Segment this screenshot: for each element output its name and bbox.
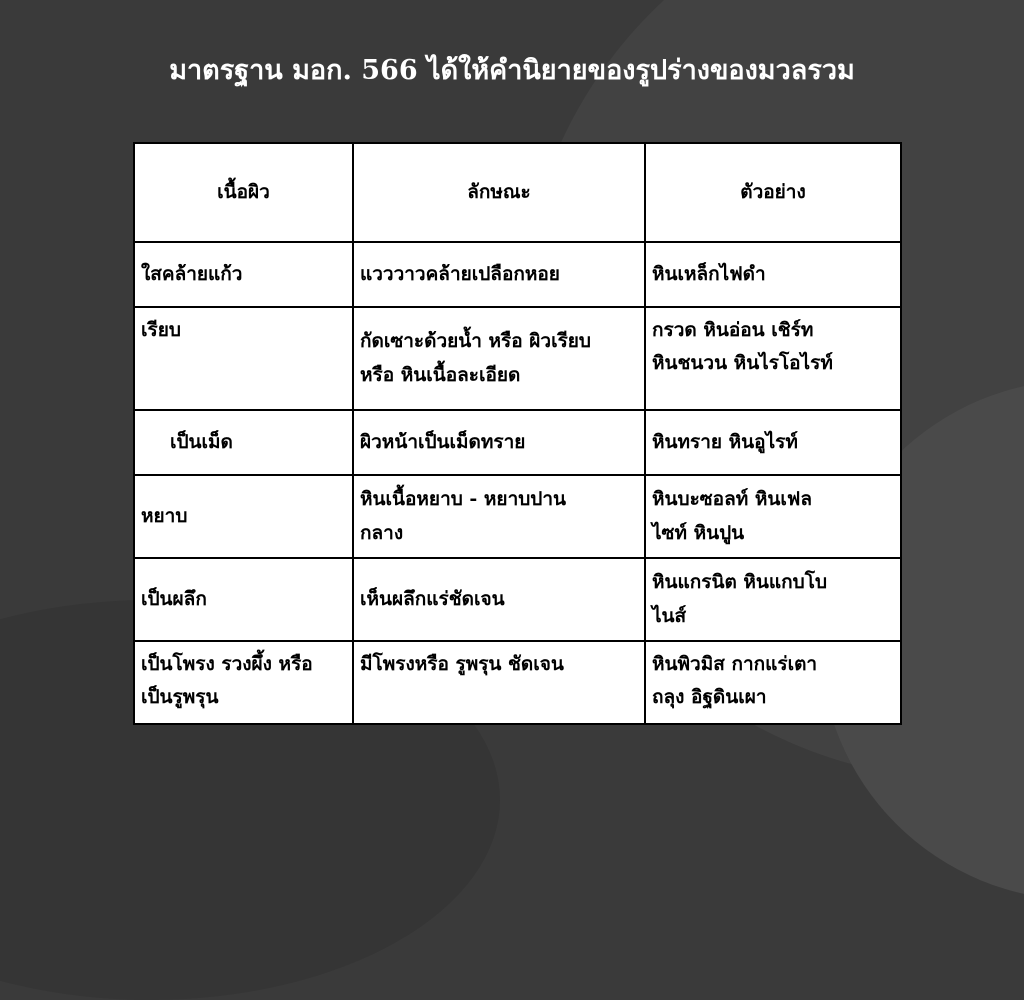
cell-characteristic: กัดเซาะด้วยน้ำ หรือ ผิวเรียบ หรือ หินเนื้อละเอียด — [353, 307, 645, 410]
table-row — [134, 475, 901, 558]
cell-example: หินเหล็กไฟดำ — [645, 242, 901, 307]
cell-characteristic: หินเนื้อหยาบ - หยาบปาน กลาง — [353, 475, 645, 558]
cell-example: กรวด หินอ่อน เชิร์ท หินชนวน หินไรโอไรท์ — [645, 307, 901, 410]
cell-characteristic: เห็นผลึกแร่ชัดเจน — [353, 558, 645, 641]
table-row — [134, 410, 901, 475]
header-example: ตัวอย่าง — [645, 143, 901, 242]
table-row — [134, 558, 901, 641]
cell-example: หินบะซอลท์ หินเฟล ไซท์ หินปูน — [645, 475, 901, 558]
cell-texture: เรียบ — [134, 307, 353, 410]
header-characteristic: ลักษณะ — [353, 143, 645, 242]
cell-characteristic: แวววาวคล้ายเปลือกหอย — [353, 242, 645, 307]
cell-texture: หยาบ — [134, 475, 353, 558]
cell-example: หินพิวมิส กากแร่เตา ถลุง อิฐดินเผา — [645, 641, 901, 724]
texture-table — [133, 142, 902, 725]
cell-example: หินแกรนิต หินแกบโบ ไนส์ — [645, 558, 901, 641]
slide-title: มาตรฐาน มอก. 566 ได้ให้คำนิยายของรูปร่างของมวลรวม — [169, 55, 855, 86]
cell-texture: ใสคล้ายแก้ว — [134, 242, 353, 307]
header-texture: เนื้อผิว — [134, 143, 353, 242]
table-header-row — [134, 143, 901, 242]
cell-characteristic: ผิวหน้าเป็นเม็ดทราย — [353, 410, 645, 475]
cell-texture: เป็นเม็ด — [134, 410, 353, 475]
cell-texture: เป็นผลึก — [134, 558, 353, 641]
cell-characteristic: มีโพรงหรือ รูพรุน ชัดเจน — [353, 641, 645, 724]
table-row — [134, 307, 901, 410]
table-row — [134, 242, 901, 307]
cell-example: หินทราย หินอูไรท์ — [645, 410, 901, 475]
cell-texture: เป็นโพรง รวงผึ้ง หรือ เป็นรูพรุน — [134, 641, 353, 724]
table-row — [134, 641, 901, 724]
